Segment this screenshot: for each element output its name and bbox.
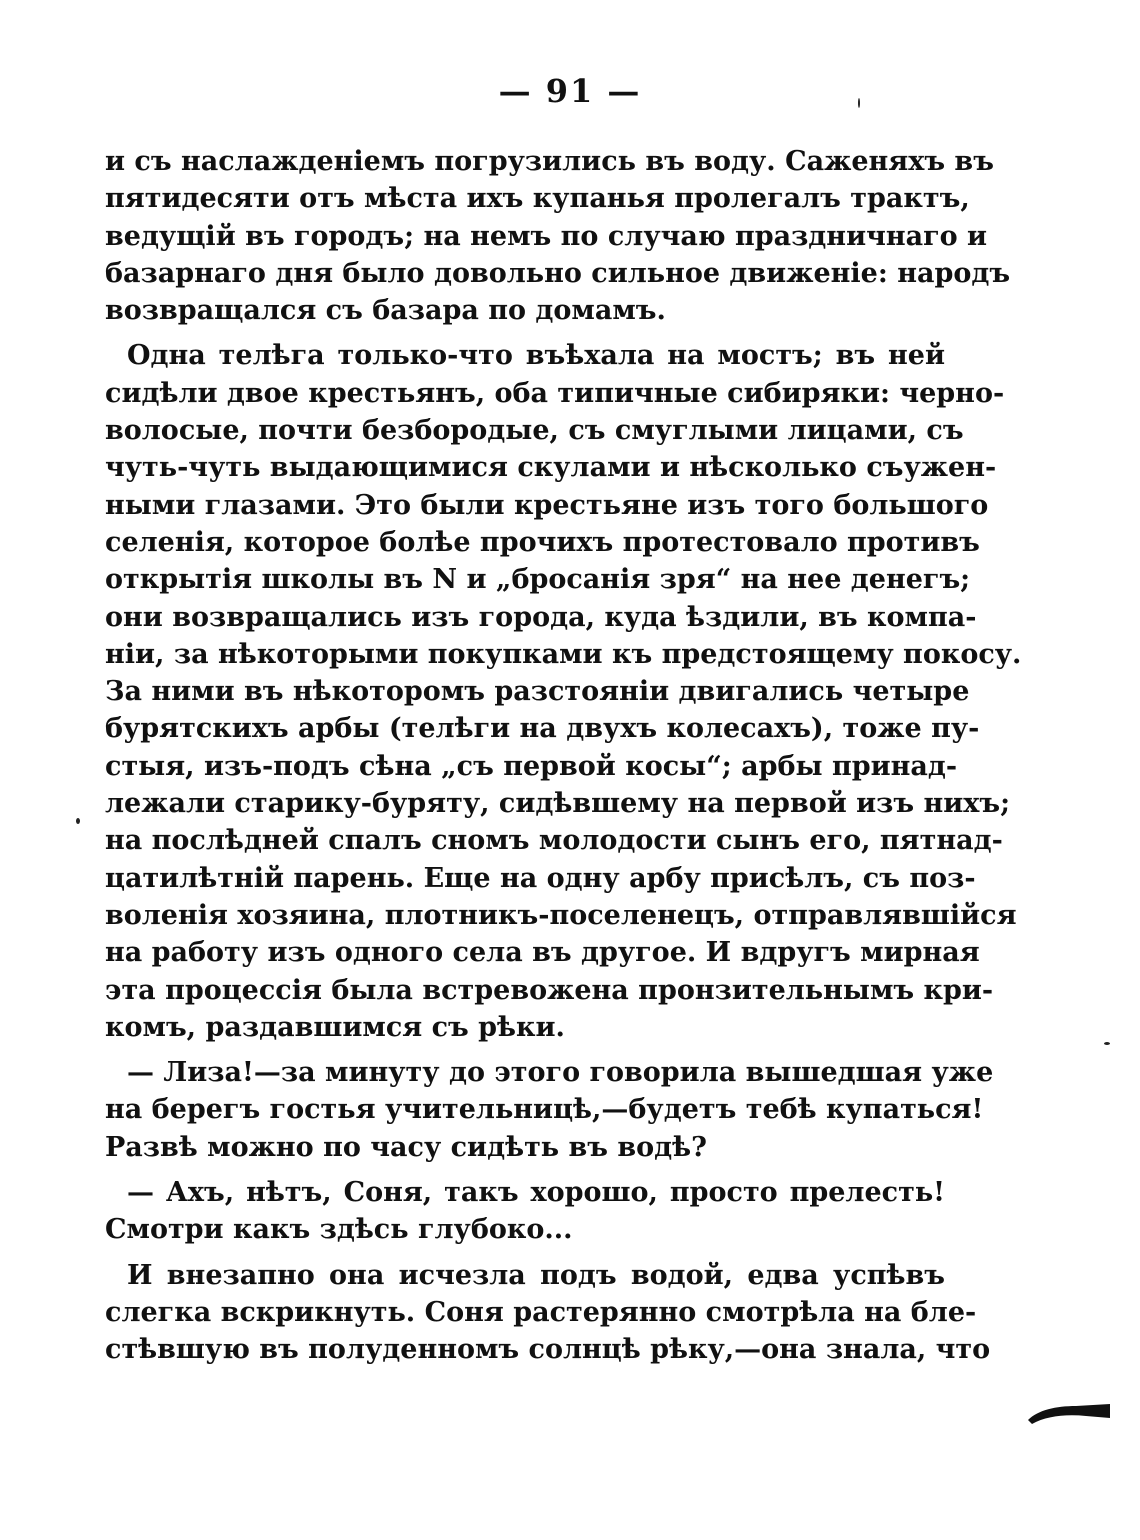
text-line: — Ахъ, нѣтъ, Соня, такъ хорошо, просто прелесть!: [127, 1177, 945, 1209]
text-line: воленія хозяина, плотникъ-поселенецъ, отправлявшійся: [105, 899, 1017, 931]
page-number: — 91 —: [498, 72, 642, 110]
text-line: Смотри какъ здѣсь глубоко...: [105, 1214, 573, 1246]
text-line: они возвращались изъ города, куда ѣздили, въ компа-: [105, 601, 977, 633]
text-line: ніи, за нѣкоторыми покупками къ предстоящему покосу.: [105, 638, 1022, 670]
text-line: — Лиза!—за минуту до этого говорила вышедшая уже: [127, 1057, 994, 1089]
text-line: За ними въ нѣкоторомъ разстояніи двигались четыре: [105, 676, 970, 708]
scan-speck: [1104, 1042, 1110, 1045]
text-line: стѣвшую въ полуденномъ солнцѣ рѣку,—она знала, что: [105, 1334, 991, 1366]
text-line: ведущій въ городъ; на немъ по случаю праздничнаго и: [105, 220, 988, 252]
paragraph: [105, 1054, 994, 1166]
text-line: и съ наслажденіемъ погрузились въ воду. Саженяхъ въ: [105, 146, 994, 177]
paragraph: [105, 143, 1011, 329]
text-line: сидѣли двое крестьянъ, оба типичные сибиряки: черно-: [105, 377, 1005, 409]
scan-speck: [76, 818, 80, 824]
text-line: селенія, которое болѣе прочихъ протестовало противъ: [105, 526, 980, 558]
text-line: Одна телѣга только-что въѣхала на мостъ; въ ней: [127, 340, 945, 372]
text-line: пятидесяти отъ мѣста ихъ купанья пролегалъ трактъ,: [105, 183, 970, 215]
text-line: Развѣ можно по часу сидѣть въ водѣ?: [105, 1131, 707, 1163]
text-line: волосые, почти безбородые, съ смуглыми лицами, съ: [105, 415, 964, 447]
text-line: на послѣдней спалъ сномъ молодости сынъ его, пятнад-: [105, 825, 1003, 857]
text-line: комъ, раздавшимся съ рѣки.: [105, 1011, 565, 1043]
scan-smudge-mark: [1026, 1398, 1110, 1424]
paragraph: [105, 337, 1022, 1046]
text-line: базарнаго дня было довольно сильное движеніе: народъ: [105, 257, 1011, 289]
text-line: ными глазами. Это были крестьяне изъ того большого: [105, 489, 989, 521]
text-line: возвращался съ базара по домамъ.: [105, 295, 666, 327]
text-line: бурятскихъ арбы (телѣги на двухъ колесахъ), тоже пу-: [105, 713, 980, 745]
text-line: И внезапно она исчезла подъ водой, едва успѣвъ: [127, 1259, 945, 1291]
text-line: лежали старику-буряту, сидѣвшему на первой изъ нихъ;: [105, 788, 1011, 820]
text-line: открытія школы въ N и „бросанія зря“ на нее денегъ;: [105, 564, 971, 596]
text-line: на берегъ гостья учительницѣ,—будетъ тебѣ купаться!: [105, 1094, 984, 1126]
paragraph: [105, 1174, 945, 1249]
body-text: [105, 143, 1022, 1369]
scan-speck: [858, 98, 860, 108]
text-line: чуть-чуть выдающимися скулами и нѣсколько съужен-: [105, 452, 997, 484]
paragraph: [105, 1257, 991, 1369]
text-line: слегка вскрикнуть. Соня растерянно смотрѣла на бле-: [105, 1296, 977, 1328]
text-line: стыя, изъ-подъ сѣна „съ первой косы“; арбы принад-: [105, 750, 958, 782]
text-line: на работу изъ одного села въ другое. И вдругъ мирная: [105, 937, 980, 969]
text-line: эта процессія была встревожена пронзительнымъ кри-: [105, 974, 994, 1006]
text-line: цатилѣтній парень. Еще на одну арбу присѣлъ, съ поз-: [105, 862, 976, 894]
